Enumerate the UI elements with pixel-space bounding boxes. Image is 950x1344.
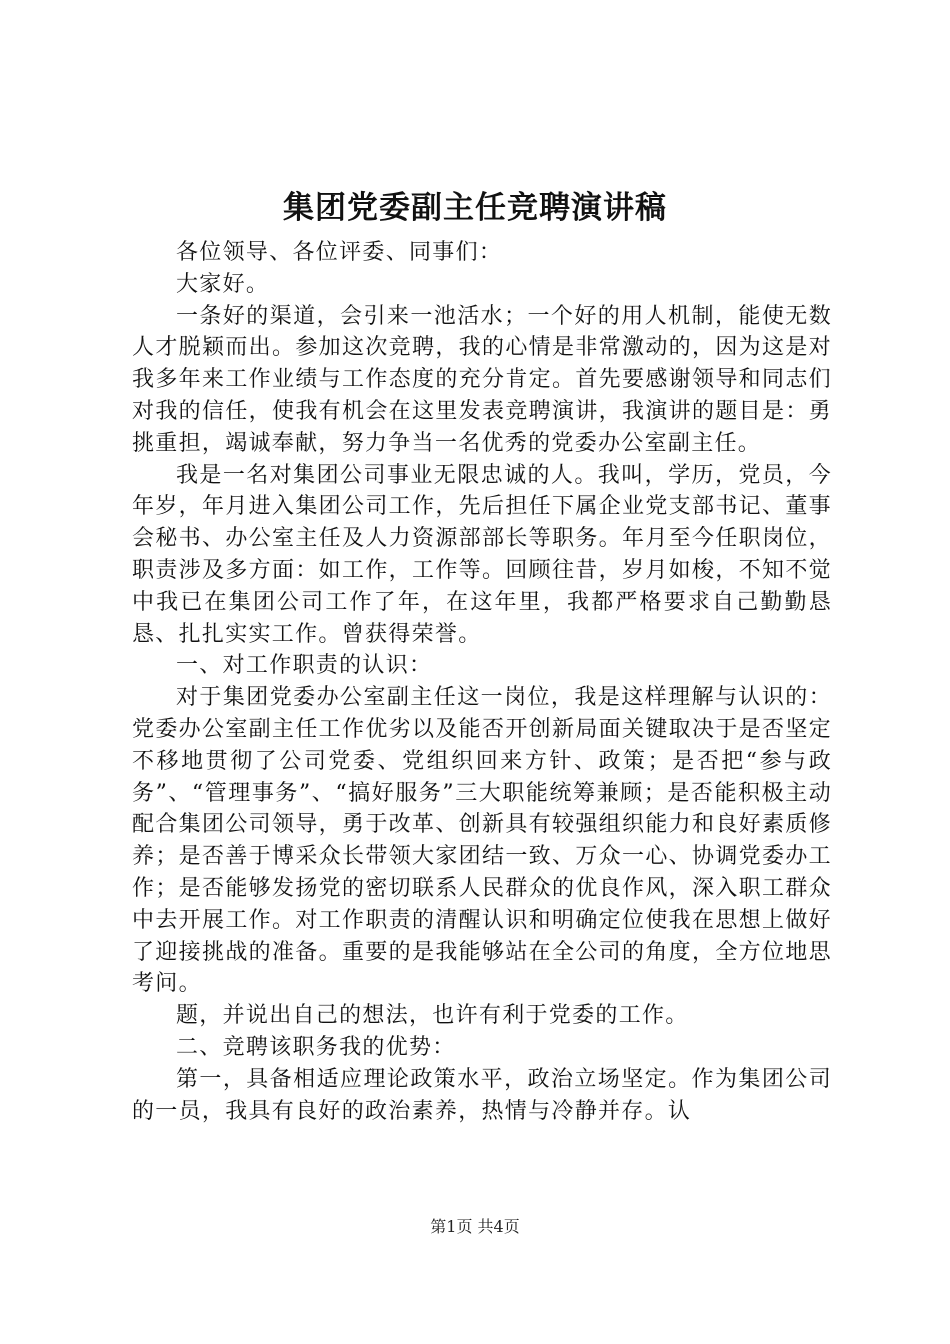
page-number-indicator: 第1页 共4页 — [430, 1217, 520, 1236]
section-heading-duty-understanding: 一、对工作职责的认识： — [176, 653, 433, 679]
page-footer — [0, 1216, 950, 1238]
paragraph-greeting: 大家好。 — [176, 271, 270, 297]
paragraph-salutation: 各位领导、各位评委、同事们： — [176, 240, 503, 265]
paragraph-continuation: 题，并说出自己的想法，也许有利于党委的工作。 — [176, 1003, 689, 1029]
section-heading-advantages: 二、竞聘该职务我的优势： — [176, 1034, 456, 1060]
paragraph-advantage-first: 第一，具备相适应理论政策水平，政治立场坚定。作为集团公司的一员，我具有良好的政治素养，热情与冷静并存。认 — [132, 1066, 832, 1124]
paragraph-duty-understanding: 对于集团党委办公室副主任这一岗位，我是这样理解与认识的：党委办公室副主任工作优劣以及能否开创新局面关键取决于是否坚定不移地贯彻了公司党委、党组织回来方针、政策；是否把“参与政务”、“管理事务”、“搞好服务”三大职能统筹兼顾；是否能积极主动配合集团公司领导，勇于改革、创新具有较强组织能力和良好素质修养；是否善于博采众长带领大家团结一致、万众一心、协调党委办工作；是否能够发扬党的密切联系人民群众的优良作风，深入职工群众中去开展工作。对工作职责的清醒认识和明确定位使我在思想上做好了迎接挑战的准备。重要的是我能够站在全公司的角度，全方位地思考问。 — [132, 685, 832, 997]
paragraph-self-introduction: 我是一名对集团公司事业无限忠诚的人。我叫，学历，党员，今年岁，年月进入集团公司工作，先后担任下属企业党支部书记、董事会秘书、办公室主任及人力资源部部长等职务。年月至今任职岗位，职责涉及多方面：如工作，工作等。回顾往昔，岁月如梭，不知不觉中我已在集团公司工作了年，在这年里，我都严格要求自己勤勤恳恳、扎扎实实工作。曾获得荣誉。 — [132, 462, 832, 647]
document-body — [132, 237, 832, 1127]
paragraph-intro: 一条好的渠道，会引来一池活水；一个好的用人机制，能使无数人才脱颖而出。参加这次竞聘，我的心情是非常激动的，因为这是对我多年来工作业绩与工作态度的充分肯定。首先要感谢领导和同志们对我的信任，使我有机会在这里发表竞聘演讲，我演讲的题目是：勇挑重担，竭诚奉献，努力争当一名优秀的党委办公室副主任。 — [132, 303, 832, 456]
document-title: 集团党委副主任竞聘演讲稿 — [283, 190, 667, 226]
